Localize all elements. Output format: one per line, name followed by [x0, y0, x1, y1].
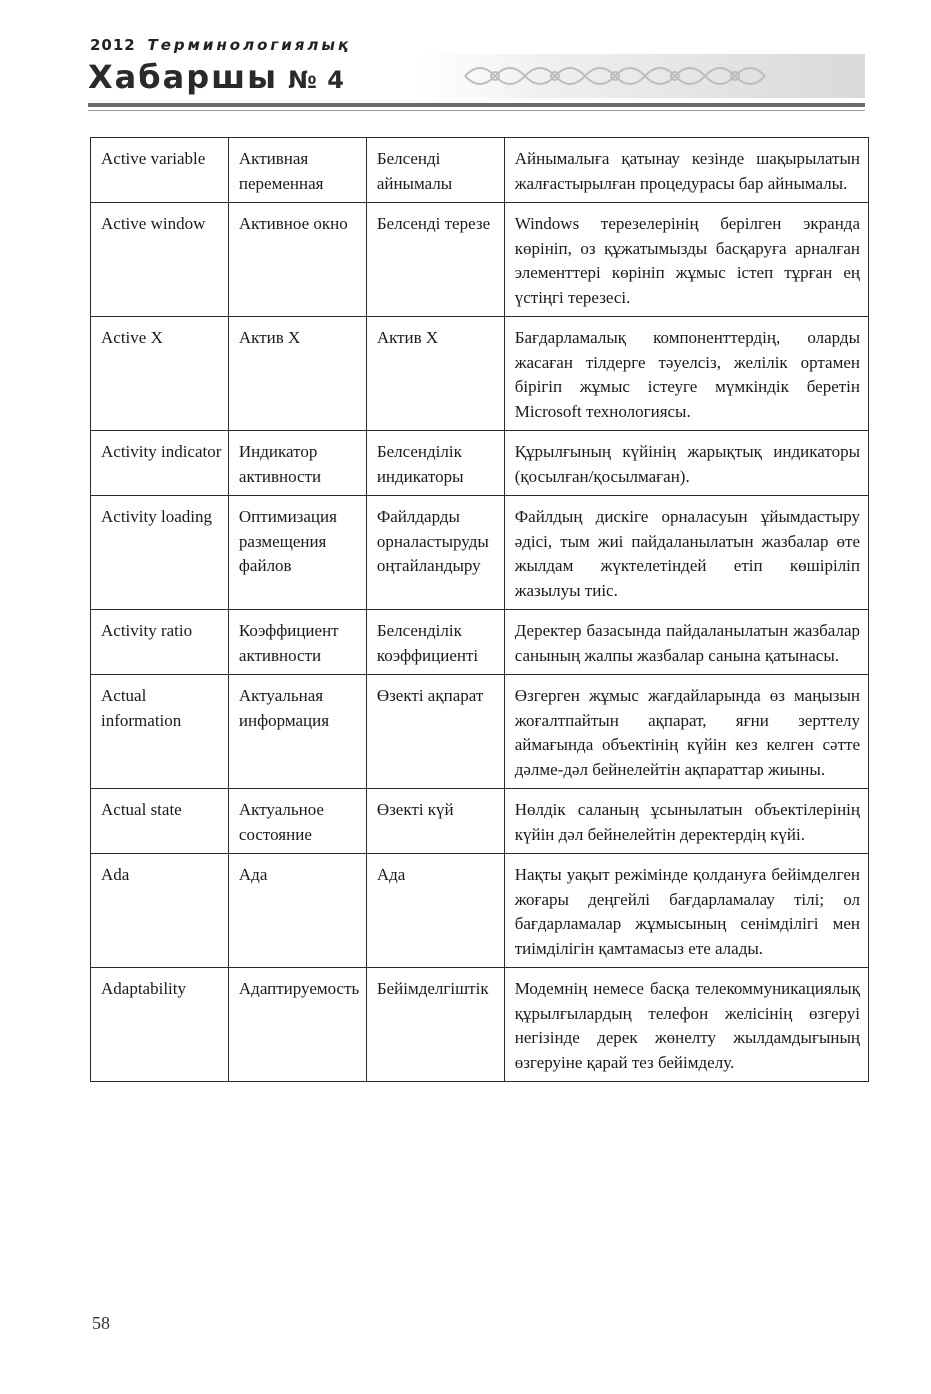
term-russian: Ада: [228, 854, 366, 968]
term-english: Activity ratio: [91, 610, 229, 675]
header-divider: [88, 103, 865, 107]
table-row: [91, 854, 869, 968]
term-definition: Нөлдік саланың ұсынылатын объектілерінің күйін дәл бейнелейтін деректердің күйі.: [504, 789, 868, 854]
term-english: Adaptability: [91, 968, 229, 1082]
journal-series: Терминологиялық: [147, 36, 352, 54]
term-definition: Windows терезелерінің берілген экранда көрініп, оз құжатымызды басқаруға арналған элементтері көрініп жұмыс істеп тұрған ең үстіңгі терезесі.: [504, 203, 868, 317]
term-russian: Активное окно: [228, 203, 366, 317]
term-kazakh: Өзекті күй: [366, 789, 504, 854]
term-russian: Оптимизация размещения файлов: [228, 496, 366, 610]
terminology-table-body: [91, 138, 869, 1082]
term-english: Active X: [91, 317, 229, 431]
term-kazakh: Актив X: [366, 317, 504, 431]
term-russian: Актуальная информация: [228, 675, 366, 789]
term-definition: Бағдарламалық компоненттердің, оларды жасаған тілдерге тәуелсіз, желілік ортамен бірігіп жұмыс істеуге мүмкіндік беретін Microsoft технологиясы.: [504, 317, 868, 431]
term-definition: Модемнің немесе басқа телекоммуникациялық құрылғылардың телефон желісінің өзгеруі негізінде дерек жөнелту жылдамдығының өзгеруіне қарай тез бейімделу.: [504, 968, 868, 1082]
term-english: Activity indicator: [91, 431, 229, 496]
term-russian: Индикатор активности: [228, 431, 366, 496]
term-russian: Актив X: [228, 317, 366, 431]
term-kazakh: Файлдарды орналастыруды оңтайландыру: [366, 496, 504, 610]
page-header: [0, 0, 931, 130]
table-row: [91, 610, 869, 675]
term-definition: Деректер базасында пайдаланылатын жазбалар санының жалпы жазбалар санына қатынасы.: [504, 610, 868, 675]
term-english: Actual information: [91, 675, 229, 789]
term-english: Activity loading: [91, 496, 229, 610]
term-definition: Айнымалыға қатынау кезінде шақырылатын жалғастырылған процедурасы бар айнымалы.: [504, 138, 868, 203]
term-kazakh: Өзекті ақпарат: [366, 675, 504, 789]
term-russian: Актуальное состояние: [228, 789, 366, 854]
term-kazakh: Белсенділік индикаторы: [366, 431, 504, 496]
term-kazakh: Ада: [366, 854, 504, 968]
table-row: [91, 789, 869, 854]
term-english: Active variable: [91, 138, 229, 203]
term-kazakh: Белсенді терезе: [366, 203, 504, 317]
table-row: [91, 968, 869, 1082]
term-russian: Коэффициент активности: [228, 610, 366, 675]
header-ornament: [420, 54, 865, 98]
ornament-pattern-icon: [460, 58, 790, 94]
term-kazakh: Белсенді айнымалы: [366, 138, 504, 203]
table-row: [91, 203, 869, 317]
term-kazakh: Белсенділік коэффициенті: [366, 610, 504, 675]
journal-year: 2012: [90, 36, 136, 54]
terminology-table: [90, 137, 869, 1082]
term-definition: Өзгерген жұмыс жағдайларында өз маңызын жоғалтпайтын ақпарат, яғни зерттелу аймағында объектінің күйін кез келген сәтте дәлме-дәл бейнелейтін ақпараттар жиыны.: [504, 675, 868, 789]
journal-title: [88, 58, 345, 96]
table-row: [91, 675, 869, 789]
table-row: [91, 431, 869, 496]
table-row: [91, 496, 869, 610]
term-definition: Нақты уақыт режімінде қолдануға бейімделген жоғары деңгейлі бағдарламалау тілі; ол бағдарламалар жұмысының сенімділігі мен тиімділігін қамтамасыз ете алады.: [504, 854, 868, 968]
term-english: Active window: [91, 203, 229, 317]
journal-title-text: Хабаршы: [88, 58, 279, 96]
term-definition: Файлдың дискіге орналасуын ұйымдастыру әдісі, тым жиі пайдаланылатын жазбалар өте жылдам жүктелетіндей етіп көшіріліп жазылуы тиіс.: [504, 496, 868, 610]
page-number: 58: [92, 1313, 110, 1333]
table-row: [91, 317, 869, 431]
term-english: Actual state: [91, 789, 229, 854]
journal-issue: № 4: [288, 66, 345, 94]
term-english: Ada: [91, 854, 229, 968]
journal-series-line: [90, 36, 351, 54]
term-russian: Активная переменная: [228, 138, 366, 203]
term-russian: Адаптируемость: [228, 968, 366, 1082]
header-divider-thin: [88, 110, 865, 111]
term-definition: Құрылғының күйінің жарықтық индикаторы (қосылған/қосылмаған).: [504, 431, 868, 496]
table-row: [91, 138, 869, 203]
term-kazakh: Бейімделгіштік: [366, 968, 504, 1082]
